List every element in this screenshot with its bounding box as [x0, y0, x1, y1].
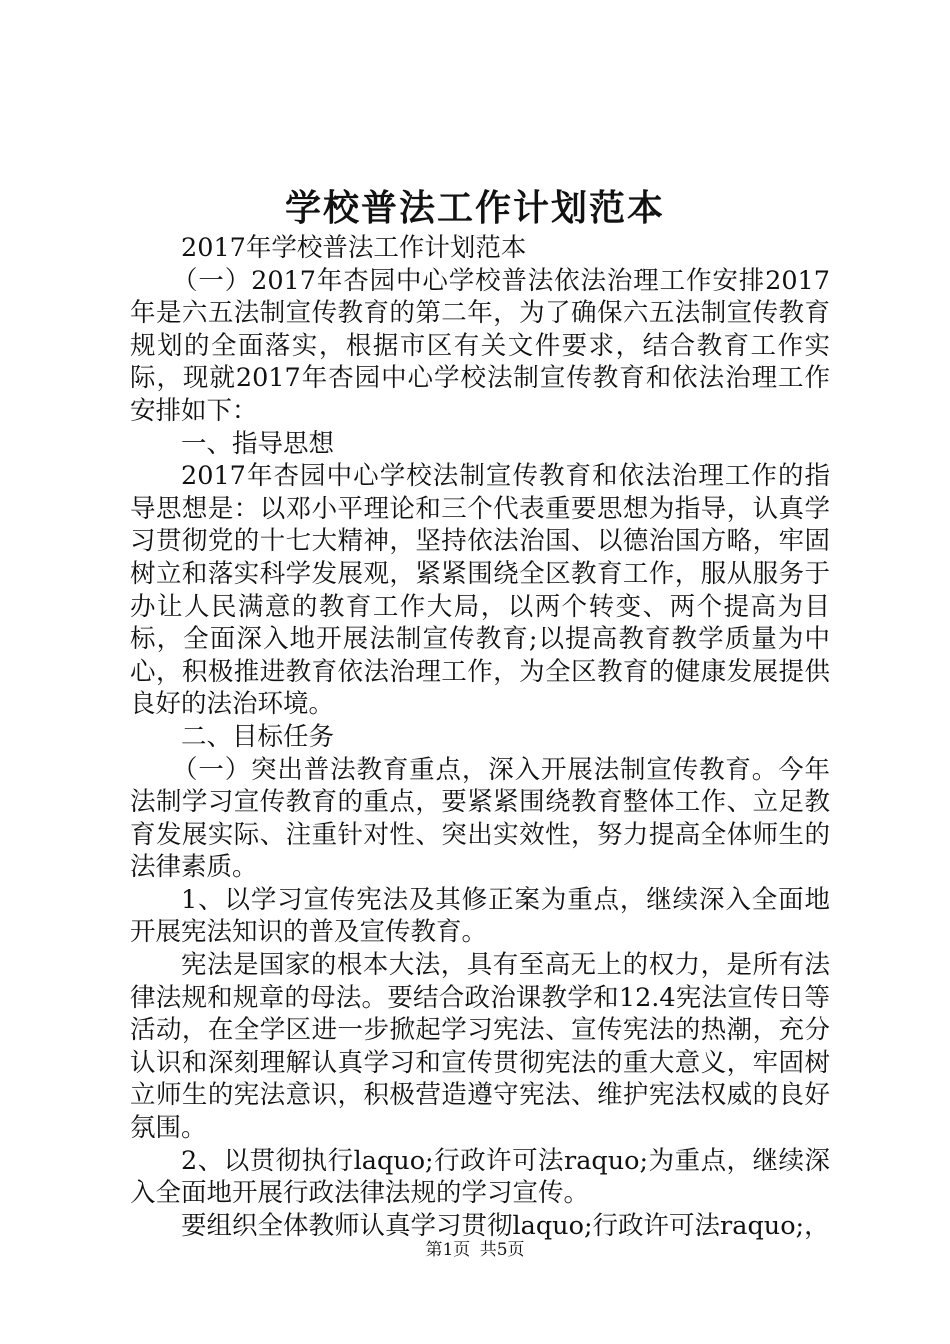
- heading-goals-tasks: 二、目标任务: [181, 721, 335, 752]
- page-footer: [0, 1238, 950, 1262]
- paragraph-constitution: 宪法是国家的根本大法，具有至高无上的权力，是所有法律法规和规章的母法。要结合政治课教学和12.4宪法宣传日等活动，在全学区进一步掀起学习宪法、宣传宪法的热潮，充分认识和深刻理解认真学习和宣传贯彻宪法的重大意义，牢固树立师生的宪法意识，积极营造遵守宪法、维护宪法权威的良好氛围。: [130, 950, 830, 1144]
- paragraph-guiding-thought: 2017年杏园中心学校法制宣传教育和依法治理工作的指导思想是：以邓小平理论和三个代表重要思想为指导，认真学习贯彻党的十七大精神，坚持依法治国、以德治国方略，牢固树立和落实科学发展观，紧紧围绕全区教育工作，服从服务于办让人民满意的教育工作大局，以两个转变、两个提高为目标，全面深入地开展法制宣传教育;以提高教育教学质量为中心，积极推进教育依法治理工作，为全区教育的健康发展提供良好的法治环境。: [130, 461, 830, 720]
- paragraph-item-two: 2、以贯彻执行laquo;行政许可法raquo;为重点，继续深入全面地开展行政法律法规的学习宣传。: [130, 1145, 830, 1209]
- paragraph-intro: （一）2017年杏园中心学校普法依法治理工作安排2017年是六五法制宣传教育的第二年，为了确保六五法制宣传教育规划的全面落实，根据市区有关文件要求，结合教育工作实际，现就2017年杏园中心学校法制宣传教育和依法治理工作安排如下：: [130, 265, 830, 426]
- document-body: [130, 232, 830, 1242]
- paragraph-teachers: 要组织全体教师认真学习贯彻laquo;行政许可法raquo;，: [181, 1210, 830, 1241]
- heading-guiding-thought: 一、指导思想: [181, 428, 335, 459]
- page-number: 第1页: [425, 1240, 471, 1260]
- page-total: 共5页: [479, 1240, 525, 1260]
- paragraph-subtitle: 2017年学校普法工作计划范本: [181, 233, 527, 263]
- document-title: 学校普法工作计划范本: [284, 188, 665, 229]
- paragraph-goal-one: （一）突出普法教育重点，深入开展法制宣传教育。今年法制学习宣传教育的重点，要紧紧围绕教育整体工作、立足教育发展实际、注重针对性、突出实效性，努力提高全体师生的法律素质。: [130, 754, 830, 883]
- paragraph-item-one: 1、以学习宣传宪法及其修正案为重点，继续深入全面地开展宪法知识的普及宣传教育。: [130, 884, 830, 948]
